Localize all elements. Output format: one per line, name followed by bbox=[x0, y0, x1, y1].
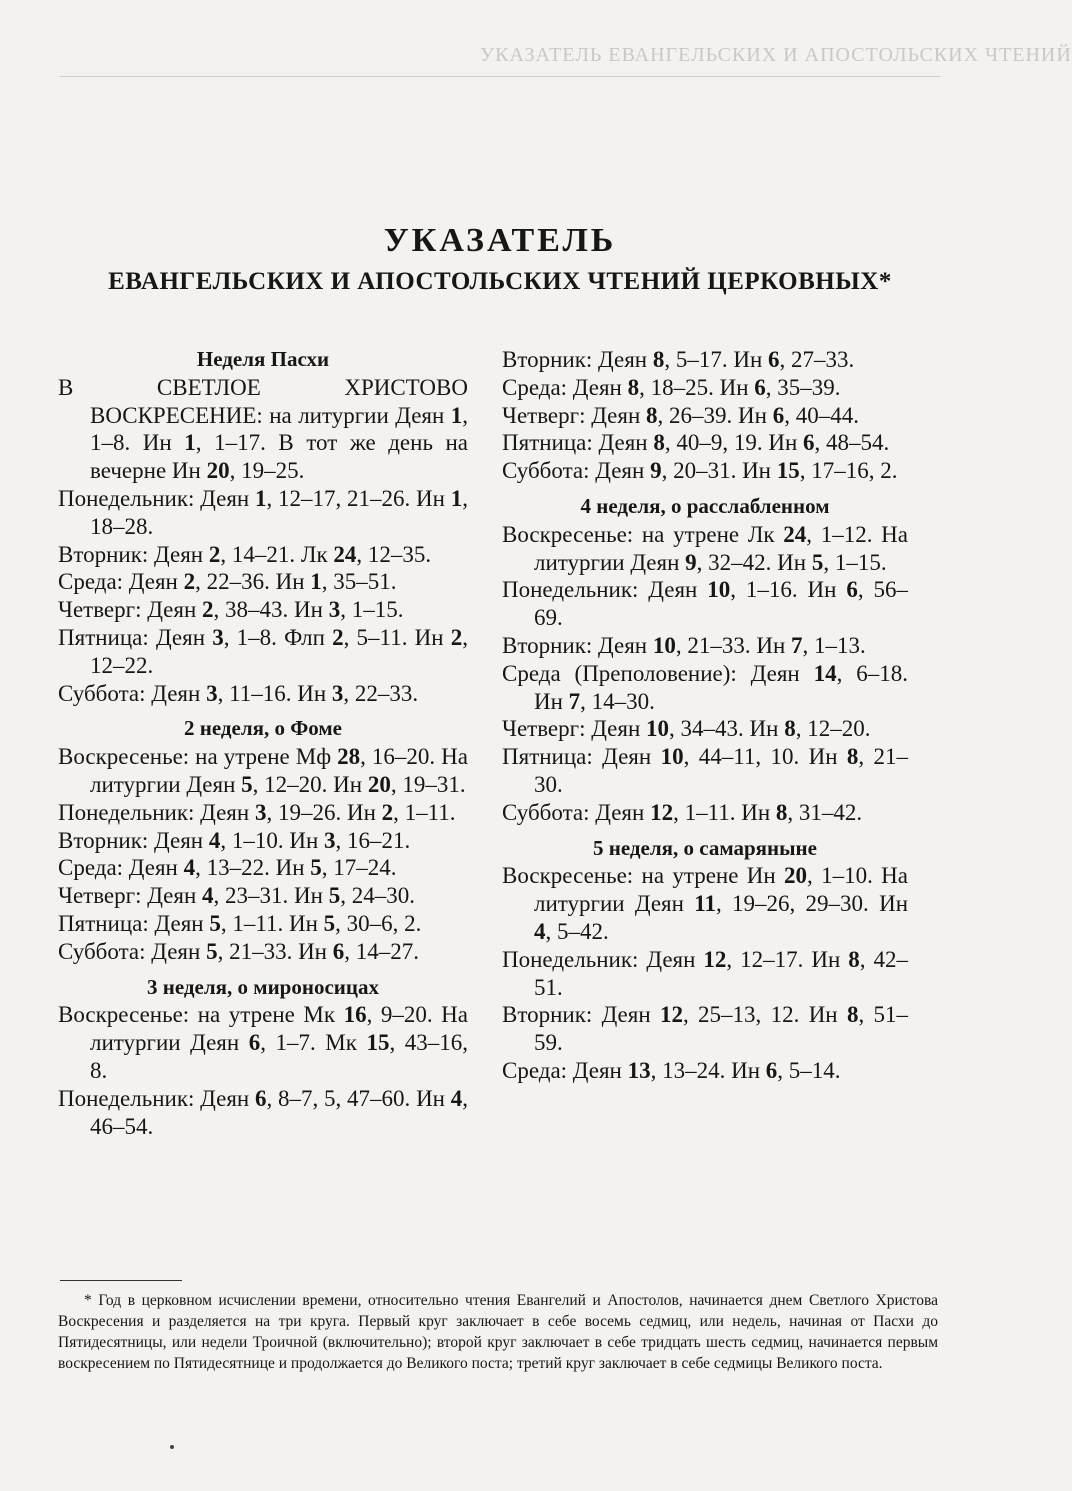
left-column bbox=[58, 346, 468, 1140]
reading-entry: Воскресенье: на утрене Мк 16, 9–20. На литургии Деян 6, 1–7. Мк 15, 43–16, 8. bbox=[58, 1002, 469, 1083]
reading-entry: Воскресенье: на утрене Лк 24, 1–12. На литургии Деян 9, 32–42. Ин 5, 1–15. bbox=[502, 521, 908, 575]
reading-entry: Среда: Деян 4, 13–22. Ин 5, 17–24. bbox=[58, 855, 397, 881]
reading-entry: Четверг: Деян 10, 34–43. Ин 8, 12–20. bbox=[502, 716, 871, 742]
reading-entry: Суббота: Деян 9, 20–31. Ин 15, 17–16, 2. bbox=[502, 458, 898, 484]
page-subtitle: ЕВАНГЕЛЬСКИХ И АПОСТОЛЬСКИХ ЧТЕНИЙ ЦЕРКОВНЫХ* bbox=[108, 268, 892, 295]
reading-entry: Четверг: Деян 2, 38–43. Ин 3, 1–15. bbox=[58, 597, 404, 623]
section-heading: 4 неделя, о расслабленном bbox=[580, 493, 830, 518]
reading-entry: Понедельник: Деян 10, 1–16. Ин 6, 56–69. bbox=[502, 577, 909, 631]
reading-entry: Вторник: Деян 10, 21–33. Ин 7, 1–13. bbox=[502, 632, 866, 658]
reading-entry: Пятница: Деян 10, 44–11, 10. Ин 8, 21–30. bbox=[502, 744, 908, 797]
page-title: УКАЗАТЕЛЬ bbox=[383, 222, 617, 259]
reading-entry: Среда: Деян 13, 13–24. Ин 6, 5–14. bbox=[502, 1057, 841, 1083]
reading-entry: Пятница: Деян 3, 1–8. Флп 2, 5–11. Ин 2, 12–22. bbox=[58, 624, 468, 678]
reading-entry: Четверг: Деян 8, 26–39. Ин 6, 40–44. bbox=[502, 402, 859, 428]
section-heading: Неделя Пасхи bbox=[196, 347, 330, 371]
reading-entry: Среда: Деян 2, 22–36. Ин 1, 35–51. bbox=[58, 569, 397, 595]
reading-entry: Понедельник: Деян 3, 19–26. Ин 2, 1–11. bbox=[58, 799, 456, 825]
header-rule bbox=[60, 76, 940, 77]
reading-entry: Понедельник: Деян 6, 8–7, 5, 47–60. Ин 4, 46–54. bbox=[58, 1085, 469, 1139]
page-speck bbox=[170, 1445, 174, 1449]
reading-entry: Пятница: Деян 8, 40–9, 19. Ин 6, 48–54. bbox=[502, 430, 890, 456]
footnote-rule bbox=[60, 1280, 182, 1281]
section-heading: 3 неделя, о мироносицах bbox=[147, 974, 379, 999]
reading-entry: Суббота: Деян 12, 1–11. Ин 8, 31–42. bbox=[502, 799, 863, 825]
reading-entry: В СВЕТЛОЕ ХРИСТОВО ВОСКРЕСЕНИЕ: на литургии Деян 1, 1–8. Ин 1, 1–17. В тот же день на вечерне Ин 20, 19–25. bbox=[58, 374, 469, 484]
reading-entry: Воскресенье: на утрене Ин 20, 1–10. На литургии Деян 11, 19–26, 29–30. Ин 4, 5–42. bbox=[502, 863, 908, 944]
reading-entry: Среда (Преполовение): Деян 14, 6–18. Ин 7, 14–30. bbox=[502, 660, 908, 714]
reading-entry: Вторник: Деян 4, 1–10. Ин 3, 16–21. bbox=[58, 827, 411, 853]
reading-entry: Понедельник: Деян 12, 12–17. Ин 8, 42–51. bbox=[502, 946, 909, 1000]
reading-entry: Вторник: Деян 2, 14–21. Лк 24, 12–35. bbox=[58, 541, 432, 567]
right-column bbox=[502, 346, 908, 1085]
footnote: * Год в церковном исчислении времени, относительно чтения Евангелий и Апостолов, начинается днем Светлого Христова Воскресения и разделяется на три круга. Первый круг заключает в себе восемь седмиц, или недель, начиная от Пасхи до Пятидесятницы, или недели Троичной (включительно); второй круг заключает в себе тридцать шесть седмиц, начинается первым воскресением по Пятидесятнице и продолжается до Великого поста; третий круг заключает в себе седмицы Великого поста. bbox=[58, 1292, 938, 1372]
reading-entry: Понедельник: Деян 1, 12–17, 21–26. Ин 1, 18–28. bbox=[58, 485, 469, 539]
reading-entry: Среда: Деян 8, 18–25. Ин 6, 35–39. bbox=[502, 374, 841, 400]
section-heading: 5 неделя, о самаряныне bbox=[593, 835, 817, 860]
reading-entry: Суббота: Деян 5, 21–33. Ин 6, 14–27. bbox=[58, 938, 419, 964]
reading-entry: Четверг: Деян 4, 23–31. Ин 5, 24–30. bbox=[58, 883, 415, 909]
reading-entry: Вторник: Деян 12, 25–13, 12. Ин 8, 51–59. bbox=[502, 1002, 909, 1056]
reading-entry: Пятница: Деян 5, 1–11. Ин 5, 30–6, 2. bbox=[58, 910, 422, 936]
reading-entry: Вторник: Деян 8, 5–17. Ин 6, 27–33. bbox=[502, 347, 855, 372]
reading-entry: Суббота: Деян 3, 11–16. Ин 3, 22–33. bbox=[58, 680, 419, 706]
section-heading: 2 неделя, о Фоме bbox=[184, 716, 342, 741]
reading-entry: Воскресенье: на утрене Мф 28, 16–20. На литургии Деян 5, 12–20. Ин 20, 19–31. bbox=[58, 744, 468, 797]
page-header-bleed: УКАЗАТЕЛЬ ЕВАНГЕЛЬСКИХ И АПОСТОЛЬСКИХ ЧТЕНИЙ bbox=[480, 44, 1072, 66]
